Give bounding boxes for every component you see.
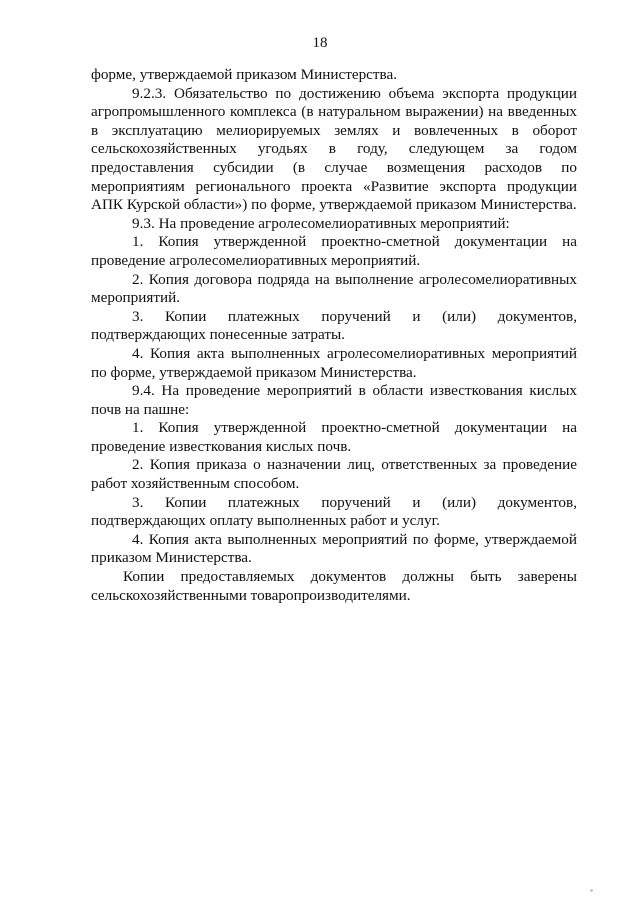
- document-body: [91, 66, 577, 605]
- scan-speck: [590, 889, 593, 892]
- list-item-9-4-4: 4. Копия акта выполненных мероприятий по форме, утверждаемой приказом Министерства.: [91, 530, 577, 567]
- paragraph-continuation: форме, утверждаемой приказом Министерства.: [91, 66, 398, 83]
- list-item-9-4-1: 1. Копия утвержденной проектно-сметной документации на проведение известкования кислых почв.: [91, 419, 577, 455]
- paragraph-9-2-3: 9.2.3. Обязательство по достижению объема экспорта продукции агропромышленного комплекса (в натуральном выражении) на введенных в эксплуатацию мелиорируемых землях и вовлеченных в оборот сельскохозяйственных угодьях в году, следующем за годом предоставления субсидии (в случае возмещения расходов по мероприятиям регионального проекта «Развитие экспорта продукции АПК Курской области») по форме, утверждаемой приказом Министерства.: [91, 84, 577, 214]
- closing-paragraph: Копии предоставляемых документов должны быть заверены сельскохозяйственными товаропроизводителями.: [91, 568, 577, 604]
- list-item-9-4-2: 2. Копия приказа о назначении лиц, ответственных за проведение работ хозяйственным способом.: [91, 456, 577, 493]
- list-item-9-3-2: 2. Копия договора подряда на выполнение агролесомелиоративных мероприятий.: [91, 270, 577, 307]
- list-item-9-3-4: 4. Копия акта выполненных агролесомелиоративных мероприятий по форме, утверждаемой приказом Министерства.: [91, 344, 577, 381]
- section-heading-9-4: 9.4. На проведение мероприятий в области известкования кислых почв на пашне:: [91, 382, 577, 418]
- page-number: 18: [312, 35, 328, 51]
- list-item-9-3-3: 3. Копии платежных поручений и (или) документов, подтверждающих понесенные затраты.: [91, 307, 577, 344]
- section-heading-9-3: 9.3. На проведение агролесомелиоративных мероприятий:: [132, 214, 510, 232]
- list-item-9-3-1: 1. Копия утвержденной проектно-сметной документации на проведение агролесомелиоративных мероприятий.: [91, 233, 577, 269]
- list-item-9-4-3: 3. Копии платежных поручений и (или) документов, подтверждающих оплату выполненных работ и услуг.: [91, 493, 577, 530]
